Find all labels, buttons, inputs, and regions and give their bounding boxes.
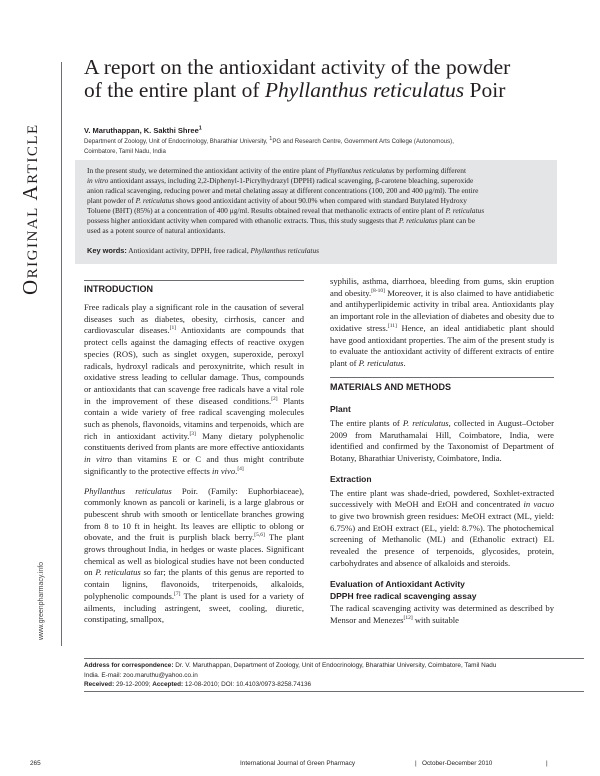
abstract-italic: Phyllanthus reticulatus <box>326 166 395 175</box>
citation[interactable]: [1] <box>169 325 177 332</box>
paragraph <box>330 603 554 626</box>
paragraph <box>84 302 304 478</box>
affiliation-line-2: Coimbatore, Tamil Nadu, India <box>84 148 166 155</box>
keywords-text: Antioxidant activity, DPPH, free radical, <box>126 246 251 255</box>
accepted-date-doi: 12-08-2010; DOI: 10.4103/0973-8258.74136 <box>183 681 312 688</box>
para-text: than vitamins E or C and thus might contribute significantly to the protective effects <box>84 454 304 476</box>
para-text: Moreover, it is also claimed to have antidiabetic and antihyperlipidemic activity in tribal area. Antioxidants play an important role in the alleviation of diabetes and obesity due to oxidative stress. <box>330 287 554 333</box>
para-text: , collected in August–October 2009 from Maruthamalai Hill, Coimbatore, India, were identified and confirmed by the Taxonomist of Department of Botany, Bharathiar Univeristy, Coimbatore, India. <box>330 418 554 464</box>
abstract-text: In the present study, we determined the antioxidant activity of the entire plant of <box>87 166 327 175</box>
title-line-1: A report on the antioxidant activity of the powder <box>84 55 511 79</box>
section-heading-introduction: INTRODUCTION <box>84 284 153 294</box>
website-link[interactable]: www.greenpharmacy.info <box>38 561 45 640</box>
correspondence-label: Address for correspondence: <box>84 662 174 669</box>
abstract-text: Toluene (BHT) (85%) at a concentration of 400 μg/ml. Results obtained reveal that methanolic extracts of entire plant of <box>87 206 446 215</box>
para-text: . <box>235 465 238 476</box>
abstract-italic: P. reticulatus <box>445 206 485 215</box>
citation[interactable]: [8-10] <box>371 287 385 294</box>
article-title <box>84 56 584 102</box>
para-italic: in vivo <box>212 465 236 476</box>
title-line-2-prefix: of the entire plant of <box>84 78 265 102</box>
author-affil-mark: 1 <box>198 125 202 132</box>
section-heading-methods: MATERIALS AND METHODS <box>330 381 451 392</box>
para-text: syphilis, asthma, diarrhoea, bleeding from gums, skin eruption and obesity. <box>330 276 554 298</box>
subheading-dpph: DPPH free radical scavenging assay <box>330 591 477 602</box>
article-type-label <box>18 123 54 295</box>
citation[interactable]: [12] <box>403 614 413 621</box>
subheading-plant: Plant <box>330 404 351 415</box>
correspondence-rule <box>84 658 584 659</box>
citation[interactable]: [4] <box>237 465 244 472</box>
abstract-italic: in vitro <box>87 176 109 185</box>
subheading-evaluation: Evaluation of Antioxidant Activity <box>330 579 465 590</box>
affiliation <box>84 137 584 157</box>
citation[interactable]: [3] <box>189 430 196 437</box>
abstract-italic: P. reticulatus <box>135 196 175 205</box>
issue-date: October-December 2010 <box>422 760 493 767</box>
para-text: Poir. (Family: Euphorbiaceae), commonly known as pancoli or karineli, is a large glabrous or pubescent shrub with smooth or lenticellate branches growing from 8 to 10 ft in height. Its leaves are elliptic to oblong or obovate, and the fruit is purplish black berry. <box>84 485 304 543</box>
correspondence-bottom-rule <box>84 691 584 692</box>
subheading-extraction: Extraction <box>330 473 372 484</box>
para-text: . <box>403 357 406 368</box>
para-text: to give two brownish green residues: MeOH extract (ML, yield: 6.75%) and EtOH extract (EL, yield: 8.7%). The photochemical screening of Methanolic (ML) and (Ethanolic extract) EL revealed the presence of terpenoids, glycosides, protein, carbohydrates and absence of alkaloids and steroids. <box>330 510 554 568</box>
para-text: The entire plants of <box>330 418 403 429</box>
author-names: V. Maruthappan, K. Sakthi Shree <box>84 126 199 135</box>
right-column <box>330 276 554 626</box>
abstract-text: by performing different <box>394 166 467 175</box>
journal-name: International Journal of Green Pharmacy <box>240 760 356 767</box>
received-label: Received: <box>84 681 115 688</box>
citation[interactable]: [7] <box>174 591 181 598</box>
methods-rule <box>330 377 554 378</box>
para-text: The entire plant was shade-dried, powdered, Soxhlet-extracted successively with MeOH and EtOH and concentrated <box>330 487 554 510</box>
paragraph <box>330 488 554 570</box>
para-text: so far; the plants of this genus are reported to contain lignins, flavonoids, triterpenoids, alkaloids, polyphenolic compounds. <box>84 567 304 601</box>
authors <box>84 126 202 135</box>
para-italic: in vitro <box>84 454 112 465</box>
citation[interactable]: [5,6] <box>254 532 265 539</box>
abstract-italic: P. reticulatus <box>398 216 438 225</box>
para-text: with suitable <box>412 614 459 625</box>
affiliation-mark: 1 <box>269 135 273 142</box>
para-italic: P. reticulatus <box>402 418 449 429</box>
keywords-italic: Phyllanthus reticulatus <box>250 246 320 255</box>
abstract-text: plant powder of <box>87 196 136 205</box>
abstract-text: possess higher antioxidant activity when compared with ethanolic extracts. Thus, this study suggests that <box>87 216 399 225</box>
citation[interactable]: [11] <box>387 322 397 329</box>
para-italic: in vacuo <box>523 499 554 510</box>
citation[interactable]: [2] <box>271 395 278 402</box>
paragraph <box>330 418 554 465</box>
intro-rule <box>84 280 304 281</box>
intro-body <box>84 302 304 626</box>
keywords <box>87 246 557 255</box>
footer-separator: | <box>415 760 417 767</box>
affiliation-line-1: Department of Zoology, Unit of Endocrinology, Bharathiar University, <box>84 138 270 145</box>
accepted-label: Accepted: <box>152 681 184 688</box>
keywords-label: Key words: <box>87 246 127 255</box>
abstract-text: antioxidant assays, including 2,2-Diphenyl-1-Picrylhydrazyl (DPPH) radical scavenging, β-carotene bleaching, superoxide <box>108 176 474 185</box>
title-line-2-suffix: Poir <box>464 78 506 102</box>
article-type-text: Original Article <box>18 123 42 295</box>
affiliation-line-1b: PG and Research Centre, Government Arts College (Autonomous), <box>272 138 454 145</box>
para-text: Free radicals play a significant role in the causation of several diseases such as diabetes, obesity, cirrhosis, cancer and cardiovascular diseases. <box>84 302 304 336</box>
correspondence-block <box>84 661 584 690</box>
correspondence-email[interactable]: India. E-mail: zoo.maruthu@yahoo.co.in <box>84 671 198 679</box>
page-number: 265 <box>30 760 41 767</box>
abstract-text: plant can be <box>437 216 476 225</box>
para-text: The radical scavenging activity was determined as described by Mensor and Menezes <box>330 602 554 625</box>
paragraph <box>330 276 554 370</box>
abstract-text: shows good antioxidant activity of about 90.0% when compared with standard Butylated Hydroxy <box>174 196 467 205</box>
para-italic: P. reticulatus <box>95 567 141 578</box>
para-text: Many dietary polyphenolic constituents derived from plants are more effective antioxidants <box>84 430 304 453</box>
para-text: Plants contain a wide variety of free radical scavenging molecules such as phenols, flavonoids, vitamins and terpenoids, which are rich in antioxidant activity. <box>84 395 305 441</box>
para-italic: P. reticulatus <box>358 357 404 368</box>
footer-separator: | <box>546 760 548 767</box>
para-text: Antioxidants are compounds that protect cells against the damaging effects of reactive oxygen species (ROS), such as singlet oxygen, superoxide, peroxyl radicals, hydroxyl radicals and peroxynitrite, which result in oxidative stress leading to cellular damage. Thus, compounds or antioxidants that can scavenge free radicals have a vital role in the improvement of these diseased conditions. <box>84 325 305 406</box>
abstract-text: anion radical scavenging, reducing power and metal chelating assay at different concentrations (100, 200 and 400 μg/ml). The entire <box>87 186 479 195</box>
para-text: Hence, an ideal antidiabetic plant should have good antioxidant properties. The aim of the present study is to evaluate the antioxidant activity of different extracts of entire plant of <box>330 322 554 368</box>
para-text: The plant grows throughout India, in hedges or waste places. Significant chemical as well as biological studies have not been conducted on <box>84 532 305 578</box>
correspondence-text: Dr. V. Maruthappan, Department of Zoology, Unit of Endocrinology, Bharathiar University, Coimbatore, Tamil Nadu <box>173 662 497 669</box>
para-text: The plant is used for a variety of ailments, including astringent, sweet, cooling, diuretic, constipating, smallpox, <box>84 590 304 625</box>
left-column <box>84 284 304 626</box>
title-species: Phyllanthus reticulatus <box>264 78 465 102</box>
abstract-text: used as a potent source of natural antioxidants. <box>87 226 226 235</box>
received-date: 29-12-2009; <box>114 681 153 688</box>
margin-rule <box>61 62 62 646</box>
paragraph <box>84 486 304 626</box>
website-label <box>38 561 50 652</box>
para-italic: Phyllanthus reticulatus <box>84 485 172 496</box>
